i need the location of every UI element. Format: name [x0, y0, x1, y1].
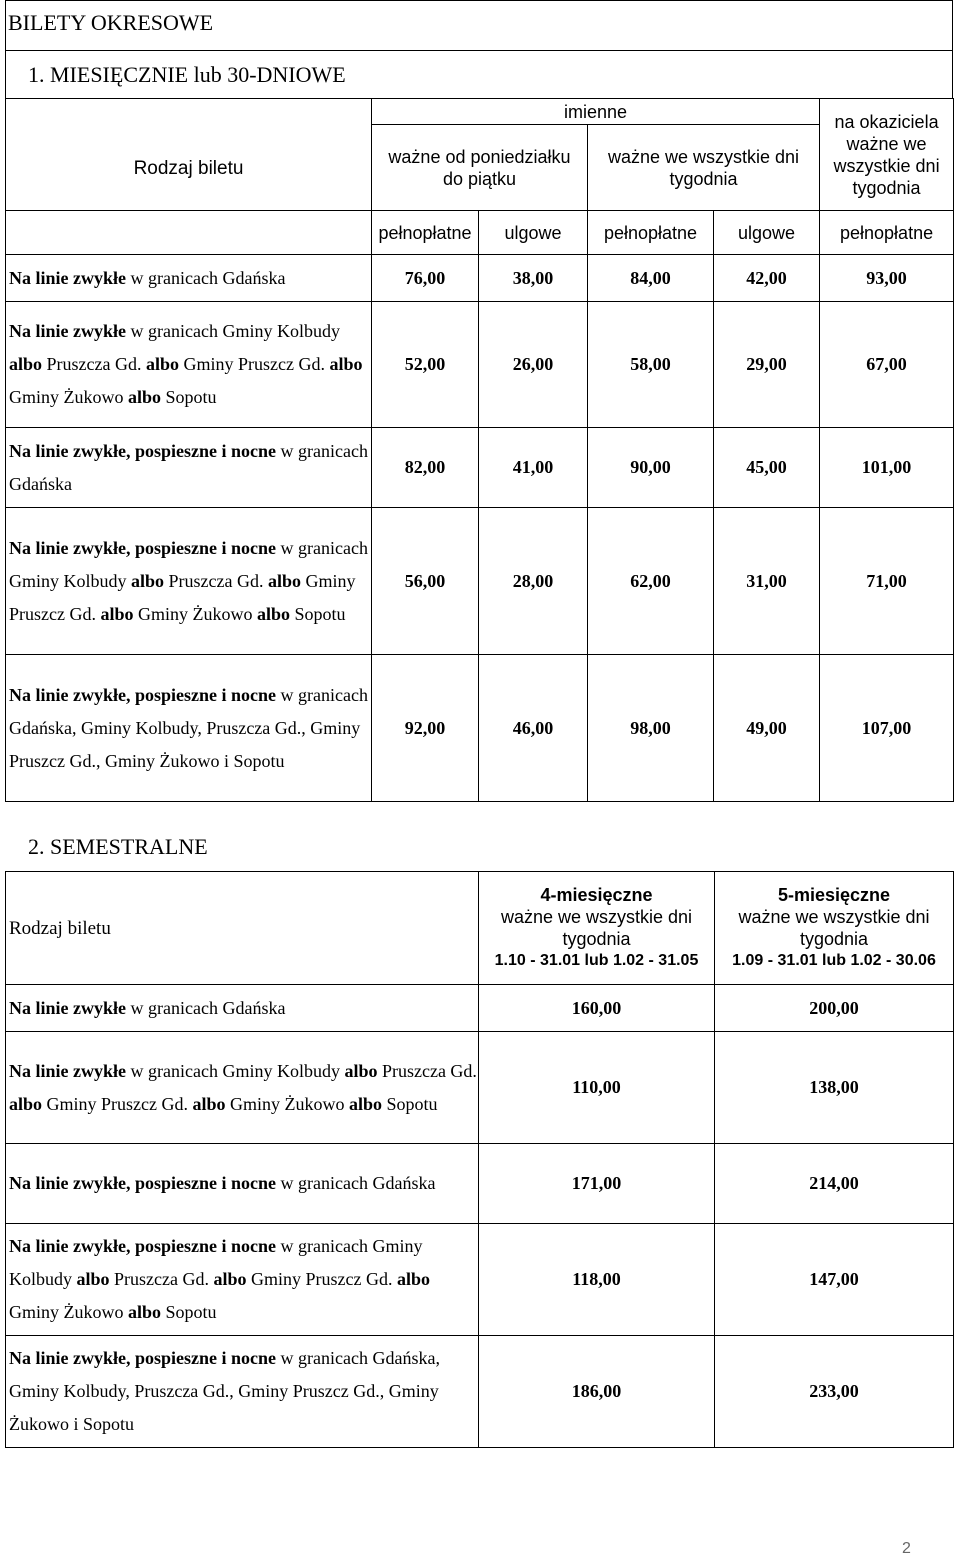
price-cell: 29,00 [714, 302, 820, 428]
page-number: 2 [902, 1540, 911, 1557]
col-header-4m [479, 872, 715, 985]
semester-table [5, 871, 954, 1448]
fare-header-full: pełnopłatne [372, 211, 479, 255]
price-cell: 26,00 [479, 302, 588, 428]
description-fragment: albo [145, 354, 179, 374]
table-row [6, 1144, 954, 1224]
col-header-allweek: ważne we wszystkie dni tygodnia [588, 125, 820, 211]
table-row [6, 985, 954, 1032]
price-cell: 101,00 [820, 428, 954, 508]
price-cell: 82,00 [372, 428, 479, 508]
fare-header-empty [6, 211, 372, 255]
price-cell: 138,00 [715, 1032, 954, 1144]
description-fragment: Sopotu [382, 1093, 438, 1114]
price-cell: 233,00 [715, 1336, 954, 1448]
description-fragment: w granicach Gdańska [126, 267, 286, 288]
table-row [6, 428, 954, 508]
ticket-type-description [6, 655, 372, 802]
table-row [6, 1224, 954, 1336]
description-fragment: albo [192, 1093, 226, 1114]
title-divider [5, 50, 952, 51]
description-fragment: Na linie zwykłe, pospieszne i nocne [9, 1236, 277, 1256]
fare-header-full: pełnopłatne [820, 211, 954, 255]
table-row [6, 1032, 954, 1144]
ticket-type-description [6, 1336, 479, 1448]
left-border [5, 0, 6, 98]
right-border [952, 0, 953, 98]
price-cell: 98,00 [588, 655, 714, 802]
price-cell: 118,00 [479, 1224, 715, 1336]
description-fragment: Na linie zwykłe [9, 267, 126, 288]
table-row [6, 655, 954, 802]
description-fragment: Gminy Żukowo [9, 387, 128, 407]
ticket-type-description [6, 1032, 479, 1144]
description-fragment: albo [131, 570, 165, 591]
ticket-type-description [6, 302, 372, 428]
description-fragment: Na linie zwykłe, pospieszne i nocne [9, 537, 277, 558]
description-fragment: albo [128, 387, 162, 407]
description-fragment: Pruszcza Gd. [109, 1269, 214, 1289]
description-fragment: Na linie zwykłe, pospieszne i nocne [9, 684, 277, 705]
price-cell: 186,00 [479, 1336, 715, 1448]
col-header-type: Rodzaj biletu [6, 872, 479, 985]
description-fragment: Na linie zwykłe [9, 321, 126, 341]
table-row [6, 302, 954, 428]
monthly-table [5, 98, 954, 802]
semester-rows [6, 985, 954, 1448]
description-fragment: w granicach Gdańska, Gminy Kolbudy, Pruszcza Gd., Gminy Pruszcz Gd., Gminy Żukowo i Sopotu [9, 1348, 440, 1434]
table-row [6, 1336, 954, 1448]
price-cell: 107,00 [820, 655, 954, 802]
description-fragment: w granicach Gminy Kolbudy [126, 321, 340, 341]
description-fragment: albo [76, 1269, 110, 1289]
description-fragment: Gminy Żukowo [9, 1302, 128, 1322]
price-cell: 46,00 [479, 655, 588, 802]
col-header-5m-dates: 1.09 - 31.01 lub 1.02 - 30.06 [732, 952, 936, 969]
description-fragment: Gminy Pruszcz Gd. [246, 1269, 397, 1289]
price-cell: 56,00 [372, 508, 479, 655]
description-fragment: albo [100, 603, 134, 624]
description-fragment: Sopotu [161, 387, 217, 407]
description-fragment: w granicach Gminy Kolbudy [9, 1236, 423, 1289]
monthly-rows [6, 255, 954, 802]
description-fragment: albo [344, 1060, 378, 1081]
description-fragment: w granicach Gminy Kolbudy [9, 537, 368, 591]
description-fragment: Pruszcza Gd. [42, 354, 146, 374]
price-cell: 49,00 [714, 655, 820, 802]
price-cell: 41,00 [479, 428, 588, 508]
table-row [6, 255, 954, 302]
document-title: BILETY OKRESOWE [8, 10, 214, 35]
price-cell: 200,00 [715, 985, 954, 1032]
description-fragment: albo [349, 1093, 383, 1114]
price-cell: 31,00 [714, 508, 820, 655]
fare-header-reduced: ulgowe [479, 211, 588, 255]
description-fragment: Gminy Żukowo [225, 1093, 350, 1114]
price-cell: 92,00 [372, 655, 479, 802]
col-header-4m-dates: 1.10 - 31.01 lub 1.02 - 31.05 [494, 952, 699, 969]
description-fragment: Na linie zwykłe [9, 997, 126, 1018]
ticket-type-description [6, 255, 372, 302]
description-fragment: Pruszcza Gd. [164, 570, 268, 591]
description-fragment: Gminy Pruszcz Gd. [42, 1093, 193, 1114]
description-fragment: w granicach Gdańska, Gminy Kolbudy, Pruszcza Gd., Gminy Pruszcz Gd., Gminy Żukowo i Sopotu [9, 684, 368, 771]
ticket-type-description [6, 1144, 479, 1224]
price-cell: 90,00 [588, 428, 714, 508]
col-header-5m-title: 5-miesięczne [777, 885, 891, 905]
ticket-type-description [6, 428, 372, 508]
section-semester-heading: 2. SEMESTRALNE [28, 834, 208, 859]
description-fragment: albo [9, 1093, 43, 1114]
price-cell: 76,00 [372, 255, 479, 302]
description-fragment: albo [268, 570, 302, 591]
table-row [6, 508, 954, 655]
fare-header-full: pełnopłatne [588, 211, 714, 255]
description-fragment: Na linie zwykłe [9, 1060, 126, 1081]
description-fragment: albo [257, 603, 291, 624]
price-cell: 28,00 [479, 508, 588, 655]
description-fragment: albo [9, 354, 43, 374]
description-fragment: Na linie zwykłe, pospieszne i nocne [9, 1348, 277, 1368]
description-fragment: w granicach Gminy Kolbudy [126, 1060, 345, 1081]
description-fragment: Gminy Pruszcz Gd. [9, 570, 356, 624]
price-cell: 84,00 [588, 255, 714, 302]
col-header-4m-title: 4-miesięczne [540, 885, 653, 905]
col-header-type: Rodzaj biletu [6, 99, 372, 211]
description-fragment: w granicach Gdańska [126, 997, 286, 1018]
price-cell: 214,00 [715, 1144, 954, 1224]
ticket-type-description [6, 508, 372, 655]
description-fragment: Pruszcza Gd. [377, 1060, 477, 1081]
price-cell: 171,00 [479, 1144, 715, 1224]
price-cell: 67,00 [820, 302, 954, 428]
section-monthly-heading: 1. MIESIĘCZNIE lub 30-DNIOWE [28, 62, 346, 87]
description-fragment: w granicach Gdańska [9, 440, 368, 494]
price-cell: 71,00 [820, 508, 954, 655]
price-cell: 93,00 [820, 255, 954, 302]
description-fragment: Gminy Żukowo [133, 603, 257, 624]
description-fragment: albo [329, 354, 363, 374]
col-header-imienne: imienne [372, 99, 820, 125]
ticket-type-description [6, 1224, 479, 1336]
col-header-bearer: na okaziciela ważne we wszystkie dni tygodnia [820, 99, 954, 211]
price-cell: 62,00 [588, 508, 714, 655]
description-fragment: Na linie zwykłe, pospieszne i nocne [9, 1173, 277, 1193]
description-fragment: Na linie zwykłe, pospieszne i nocne [9, 440, 277, 461]
col-header-5m [715, 872, 954, 985]
fare-header-reduced: ulgowe [714, 211, 820, 255]
price-cell: 45,00 [714, 428, 820, 508]
col-header-4m-valid: ważne we wszystkie dni tygodnia [500, 907, 693, 949]
price-cell: 42,00 [714, 255, 820, 302]
price-cell: 147,00 [715, 1224, 954, 1336]
description-fragment: albo [213, 1269, 247, 1289]
price-cell: 38,00 [479, 255, 588, 302]
price-cell: 52,00 [372, 302, 479, 428]
description-fragment: albo [128, 1302, 162, 1322]
description-fragment: Sopotu [290, 603, 346, 624]
top-border [5, 0, 952, 1]
ticket-type-description [6, 985, 479, 1032]
description-fragment: w granicach Gdańska [276, 1173, 436, 1193]
price-cell: 110,00 [479, 1032, 715, 1144]
col-header-5m-valid: ważne we wszystkie dni tygodnia [738, 907, 930, 949]
description-fragment: Sopotu [161, 1302, 217, 1322]
col-header-weekdays: ważne od poniedziałku do piątku [372, 125, 588, 211]
description-fragment: Gminy Pruszcz Gd. [179, 354, 330, 374]
description-fragment: albo [396, 1269, 430, 1289]
price-cell: 58,00 [588, 302, 714, 428]
price-cell: 160,00 [479, 985, 715, 1032]
